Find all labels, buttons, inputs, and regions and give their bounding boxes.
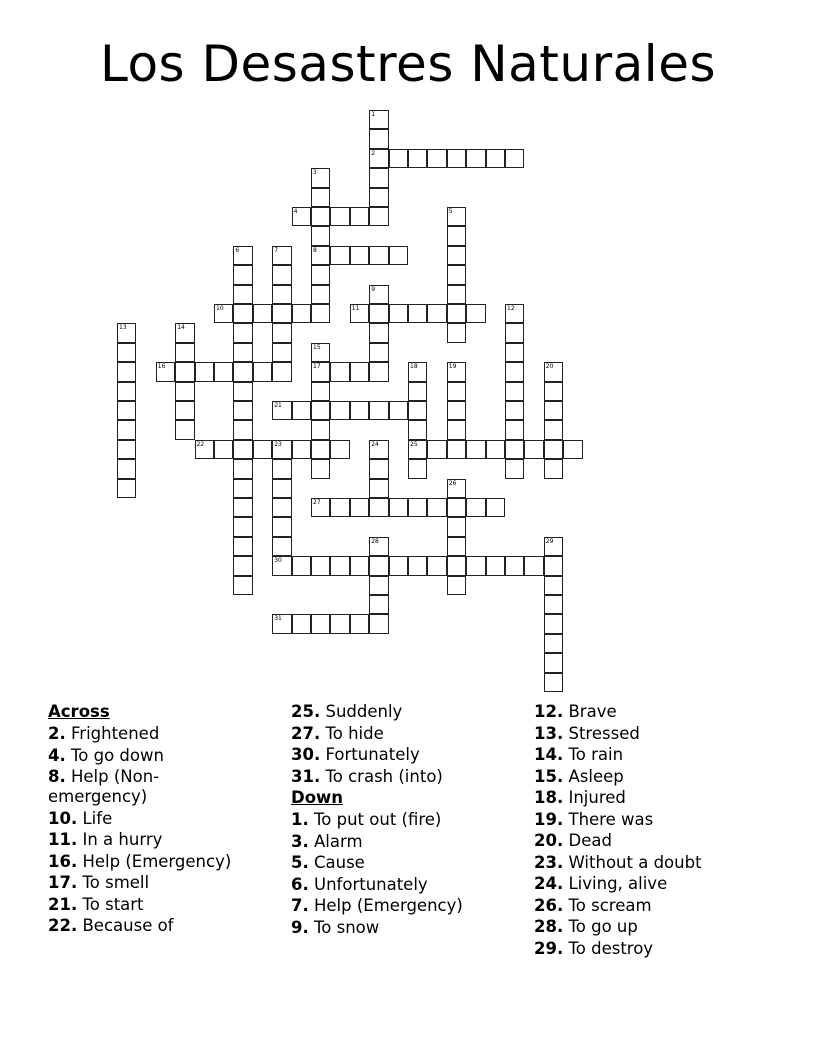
grid-cell[interactable] [117,382,136,401]
grid-cell[interactable] [175,323,194,342]
grid-cell[interactable] [117,401,136,420]
grid-cell[interactable] [544,401,563,420]
grid-cell[interactable] [214,362,233,381]
clue-number: 6 [235,246,240,254]
clue-number: 18 [410,363,418,371]
grid-cell[interactable] [447,304,466,323]
grid-cell[interactable] [311,401,330,420]
grid-cell[interactable] [447,517,466,536]
grid-cell[interactable] [292,401,311,420]
grid-cell[interactable] [311,226,330,245]
grid-cell[interactable] [369,498,388,517]
grid-cell[interactable] [369,285,388,304]
clue-number: 16 [157,363,166,371]
clue-across-30: 30. Fortunately [291,745,420,764]
grid-cell[interactable] [369,343,388,362]
clue-number: 31 [274,615,282,623]
clue-down-24: 24. Living, alive [534,874,668,893]
grid-cell[interactable] [369,479,388,498]
grid-cell[interactable] [369,149,388,168]
grid-cell[interactable] [447,382,466,401]
grid-cell[interactable] [505,304,524,323]
grid-cell[interactable] [117,420,136,439]
grid-cell[interactable] [350,401,369,420]
grid-cell[interactable] [233,420,252,439]
clues-column-1 [48,702,268,938]
grid-cell[interactable] [544,653,563,672]
clue-number: 23 [274,440,282,448]
clue-down-18: 18. Injured [534,788,626,807]
grid-cell[interactable] [408,440,427,459]
grid-cell[interactable] [544,440,563,459]
clue-across-10: 10. Life [48,808,113,828]
grid-cell[interactable] [350,614,369,633]
clue-across-8: 8. Help (Non-emergency) [48,767,160,806]
grid-cell[interactable] [447,323,466,342]
clue-down-6: 6. Unfortunately [291,874,428,894]
grid-cell[interactable] [195,440,214,459]
grid-cell[interactable] [175,420,194,439]
grid-cell[interactable] [233,362,252,381]
grid-cell[interactable] [311,459,330,478]
grid-cell[interactable] [389,246,408,265]
clue-number: 5 [448,208,453,215]
grid-cell[interactable] [447,498,466,517]
grid-cell[interactable] [175,382,194,401]
grid-cell[interactable] [350,498,369,517]
grid-cell[interactable] [369,129,388,148]
clue-number: 29 [545,537,554,545]
across-heading: Across [48,702,110,721]
grid-cell[interactable] [272,537,291,556]
grid-cell[interactable] [427,556,446,575]
grid-cell[interactable] [408,401,427,420]
grid-cell[interactable] [505,556,524,575]
clue-number: 10 [216,305,224,312]
clue-number: 17 [313,363,321,371]
grid-cell[interactable] [369,188,388,207]
grid-cell[interactable] [233,537,252,556]
grid-cell[interactable] [544,459,563,478]
clue-across-25: 25. Suddenly [291,702,403,721]
grid-cell[interactable] [505,440,524,459]
grid-cell[interactable] [175,362,194,381]
clues-column-2 [291,702,511,939]
clue-down-26: 26. To scream [534,895,652,915]
grid-cell[interactable] [330,440,349,459]
grid-cell[interactable] [311,246,330,265]
grid-cell[interactable] [447,149,466,168]
grid-cell[interactable] [292,304,311,323]
grid-cell[interactable] [233,517,252,536]
grid-cell[interactable] [369,168,388,187]
grid-cell[interactable] [563,440,582,459]
grid-cell[interactable] [233,343,252,362]
grid-cell[interactable] [272,401,291,420]
grid-cell[interactable] [505,382,524,401]
grid-cell[interactable] [408,304,427,323]
grid-cell[interactable] [233,479,252,498]
grid-cell[interactable] [369,537,388,556]
clue-down-28: 28. To go up [534,917,638,936]
grid-cell[interactable] [272,285,291,304]
grid-cell[interactable] [311,207,330,226]
clue-down-7: 7. Help (Emergency) [291,896,463,915]
grid-cell[interactable] [350,246,369,265]
grid-cell[interactable] [447,285,466,304]
grid-cell[interactable] [544,362,563,381]
clue-number: 30 [274,557,282,565]
grid-cell[interactable] [311,382,330,401]
grid-cell[interactable] [544,537,563,556]
clue-number: 21 [274,402,282,409]
clue-down-3: 3. Alarm [291,831,363,851]
grid-cell[interactable] [369,207,388,226]
grid-cell[interactable] [233,440,252,459]
grid-cell[interactable] [408,382,427,401]
clue-number: 28 [371,537,379,545]
clue-down-9: 9. To snow [291,917,380,937]
grid-cell[interactable] [311,556,330,575]
grid-cell[interactable] [466,556,485,575]
grid-cell[interactable] [117,479,136,498]
grid-cell[interactable] [233,246,252,265]
grid-cell[interactable] [369,323,388,342]
clue-number: 15 [313,343,321,351]
clue-number: 13 [119,324,127,332]
grid-cell[interactable] [505,149,524,168]
grid-cell[interactable] [369,595,388,614]
clue-number: 1 [371,111,376,118]
grid-cell[interactable] [311,343,330,362]
grid-cell[interactable] [389,401,408,420]
grid-cell[interactable] [350,362,369,381]
grid-cell[interactable] [369,401,388,420]
grid-cell[interactable] [253,440,272,459]
clue-number: 8 [313,246,317,254]
grid-cell[interactable] [427,498,446,517]
grid-cell[interactable] [272,362,291,381]
grid-cell[interactable] [311,168,330,187]
grid-cell[interactable] [214,440,233,459]
clue-across-2: 2. Frightened [48,724,160,743]
grid-cell[interactable] [233,265,252,284]
grid-cell[interactable] [408,149,427,168]
clue-down-15: 15. Asleep [534,766,624,786]
grid-cell[interactable] [117,323,136,342]
grid-cell[interactable] [486,149,505,168]
grid-cell[interactable] [330,556,349,575]
grid-cell[interactable] [505,420,524,439]
clue-down-13: 13. Stressed [534,723,640,743]
grid-cell[interactable] [544,420,563,439]
grid-cell[interactable] [233,304,252,323]
grid-cell[interactable] [447,226,466,245]
clue-number: 27 [313,499,321,506]
grid-cell[interactable] [447,576,466,595]
clue-down-1: 1. To put out (fire) [291,810,442,829]
grid-cell[interactable] [408,362,427,381]
grid-cell[interactable] [486,556,505,575]
grid-cell[interactable] [311,188,330,207]
clue-number: 2 [371,149,376,157]
grid-cell[interactable] [427,440,446,459]
grid-cell[interactable] [369,556,388,575]
clue-number: 24 [371,440,379,448]
grid-cell[interactable] [330,362,349,381]
grid-cell[interactable] [272,556,291,575]
grid-cell[interactable] [292,440,311,459]
grid-cell[interactable] [233,498,252,517]
clue-number: 19 [448,363,457,371]
grid-cell[interactable] [544,382,563,401]
grid-cell[interactable] [330,246,349,265]
grid-cell[interactable] [389,149,408,168]
grid-cell[interactable] [350,304,369,323]
clue-number: 9 [371,285,376,293]
grid-cell[interactable] [311,362,330,381]
grid-cell[interactable] [524,556,543,575]
puzzle-title: Los Desastres Naturales [99,35,717,93]
grid-cell[interactable] [427,149,446,168]
grid-cell[interactable] [214,304,233,323]
grid-cell[interactable] [311,440,330,459]
grid-cell[interactable] [233,323,252,342]
grid-cell[interactable] [544,576,563,595]
grid-cell[interactable] [408,459,427,478]
grid-cell[interactable] [447,246,466,265]
grid-cell[interactable] [233,285,252,304]
grid-cell[interactable] [466,498,485,517]
grid-cell[interactable] [233,401,252,420]
grid-cell[interactable] [117,459,136,478]
grid-cell[interactable] [447,440,466,459]
grid-cell[interactable] [311,265,330,284]
clue-across-16: 16. Help (Emergency) [48,851,232,871]
grid-cell[interactable] [486,440,505,459]
grid-cell[interactable] [369,459,388,478]
grid-cell[interactable] [233,576,252,595]
clue-number: 14 [177,324,185,332]
grid-cell[interactable] [408,556,427,575]
grid-cell[interactable] [330,401,349,420]
clue-number: 12 [507,305,515,312]
grid-cell[interactable] [505,401,524,420]
clue-across-21: 21. To start [48,894,144,914]
grid-cell[interactable] [350,556,369,575]
grid-cell[interactable] [466,149,485,168]
grid-cell[interactable] [156,362,175,381]
clue-number: 26 [448,479,457,487]
grid-cell[interactable] [389,556,408,575]
grid-cell[interactable] [272,323,291,342]
grid-cell[interactable] [486,498,505,517]
grid-cell[interactable] [272,343,291,362]
grid-cell[interactable] [447,401,466,420]
clues-column-3 [534,702,764,960]
grid-cell[interactable] [350,207,369,226]
grid-cell[interactable] [292,556,311,575]
grid-cell[interactable] [369,110,388,129]
grid-cell[interactable] [117,362,136,381]
grid-cell[interactable] [447,537,466,556]
grid-cell[interactable] [544,556,563,575]
grid-cell[interactable] [272,459,291,478]
down-heading: Down [291,788,344,807]
clue-down-19: 19. There was [534,809,654,829]
grid-cell[interactable] [272,498,291,517]
clue-across-11: 11. In a hurry [48,830,163,849]
clue-across-4: 4. To go down [48,745,164,765]
grid-cell[interactable] [369,576,388,595]
grid-cell[interactable] [292,207,311,226]
clue-across-31: 31. To crash (into) [291,766,443,786]
grid-cell[interactable] [544,595,563,614]
clue-number: 11 [351,305,360,312]
grid-cell[interactable] [466,304,485,323]
clue-number: 4 [293,208,298,215]
grid-cell[interactable] [272,479,291,498]
grid-cell[interactable] [330,614,349,633]
clue-number: 7 [274,246,279,254]
crossword-grid [117,110,587,695]
grid-cell[interactable] [524,440,543,459]
grid-cell[interactable] [195,362,214,381]
grid-cell[interactable] [272,440,291,459]
clue-across-22: 22. Because of [48,916,174,935]
clue-number: 20 [545,363,554,371]
grid-cell[interactable] [330,498,349,517]
clue-number: 22 [196,440,205,448]
grid-cell[interactable] [447,479,466,498]
grid-cell[interactable] [369,362,388,381]
grid-cell[interactable] [272,265,291,284]
grid-cell[interactable] [233,459,252,478]
grid-cell[interactable] [389,498,408,517]
grid-cell[interactable] [175,343,194,362]
grid-cell[interactable] [447,207,466,226]
grid-cell[interactable] [117,343,136,362]
grid-cell[interactable] [408,498,427,517]
grid-cell[interactable] [466,440,485,459]
grid-cell[interactable] [544,614,563,633]
grid-cell[interactable] [447,362,466,381]
clue-down-12: 12. Brave [534,702,617,721]
grid-cell[interactable] [369,440,388,459]
grid-cell[interactable] [389,304,408,323]
grid-cell[interactable] [427,304,446,323]
grid-cell[interactable] [272,246,291,265]
grid-cell[interactable] [505,362,524,381]
grid-cell[interactable] [447,420,466,439]
grid-cell[interactable] [311,304,330,323]
grid-cell[interactable] [117,440,136,459]
grid-cell[interactable] [505,459,524,478]
grid-cell[interactable] [311,285,330,304]
grid-cell[interactable] [253,304,272,323]
clue-down-29: 29. To destroy [534,938,654,958]
grid-cell[interactable] [292,614,311,633]
grid-cell[interactable] [369,246,388,265]
grid-cell[interactable] [272,304,291,323]
grid-cell[interactable] [253,362,272,381]
clue-down-14: 14. To rain [534,745,624,764]
clue-across-17: 17. To smell [48,873,150,892]
grid-cell[interactable] [505,323,524,342]
grid-cell[interactable] [447,265,466,284]
clue-across-27: 27. To hide [291,723,384,743]
clue-number: 3 [313,169,317,177]
clue-number: 25 [410,440,418,448]
grid-cell[interactable] [544,634,563,653]
grid-cell[interactable] [272,614,291,633]
grid-cell[interactable] [544,673,563,692]
grid-cell[interactable] [369,614,388,633]
grid-cell[interactable] [330,207,349,226]
grid-cell[interactable] [408,420,427,439]
clue-down-20: 20. Dead [534,831,612,850]
grid-cell[interactable] [311,614,330,633]
grid-cell[interactable] [272,517,291,536]
clue-down-5: 5. Cause [291,853,365,872]
grid-cell[interactable] [233,556,252,575]
grid-cell[interactable] [311,420,330,439]
grid-cell[interactable] [175,401,194,420]
grid-cell[interactable] [447,556,466,575]
grid-cell[interactable] [311,498,330,517]
grid-cell[interactable] [369,304,388,323]
grid-cell[interactable] [505,343,524,362]
clue-down-23: 23. Without a doubt [534,852,702,872]
grid-cell[interactable] [233,382,252,401]
